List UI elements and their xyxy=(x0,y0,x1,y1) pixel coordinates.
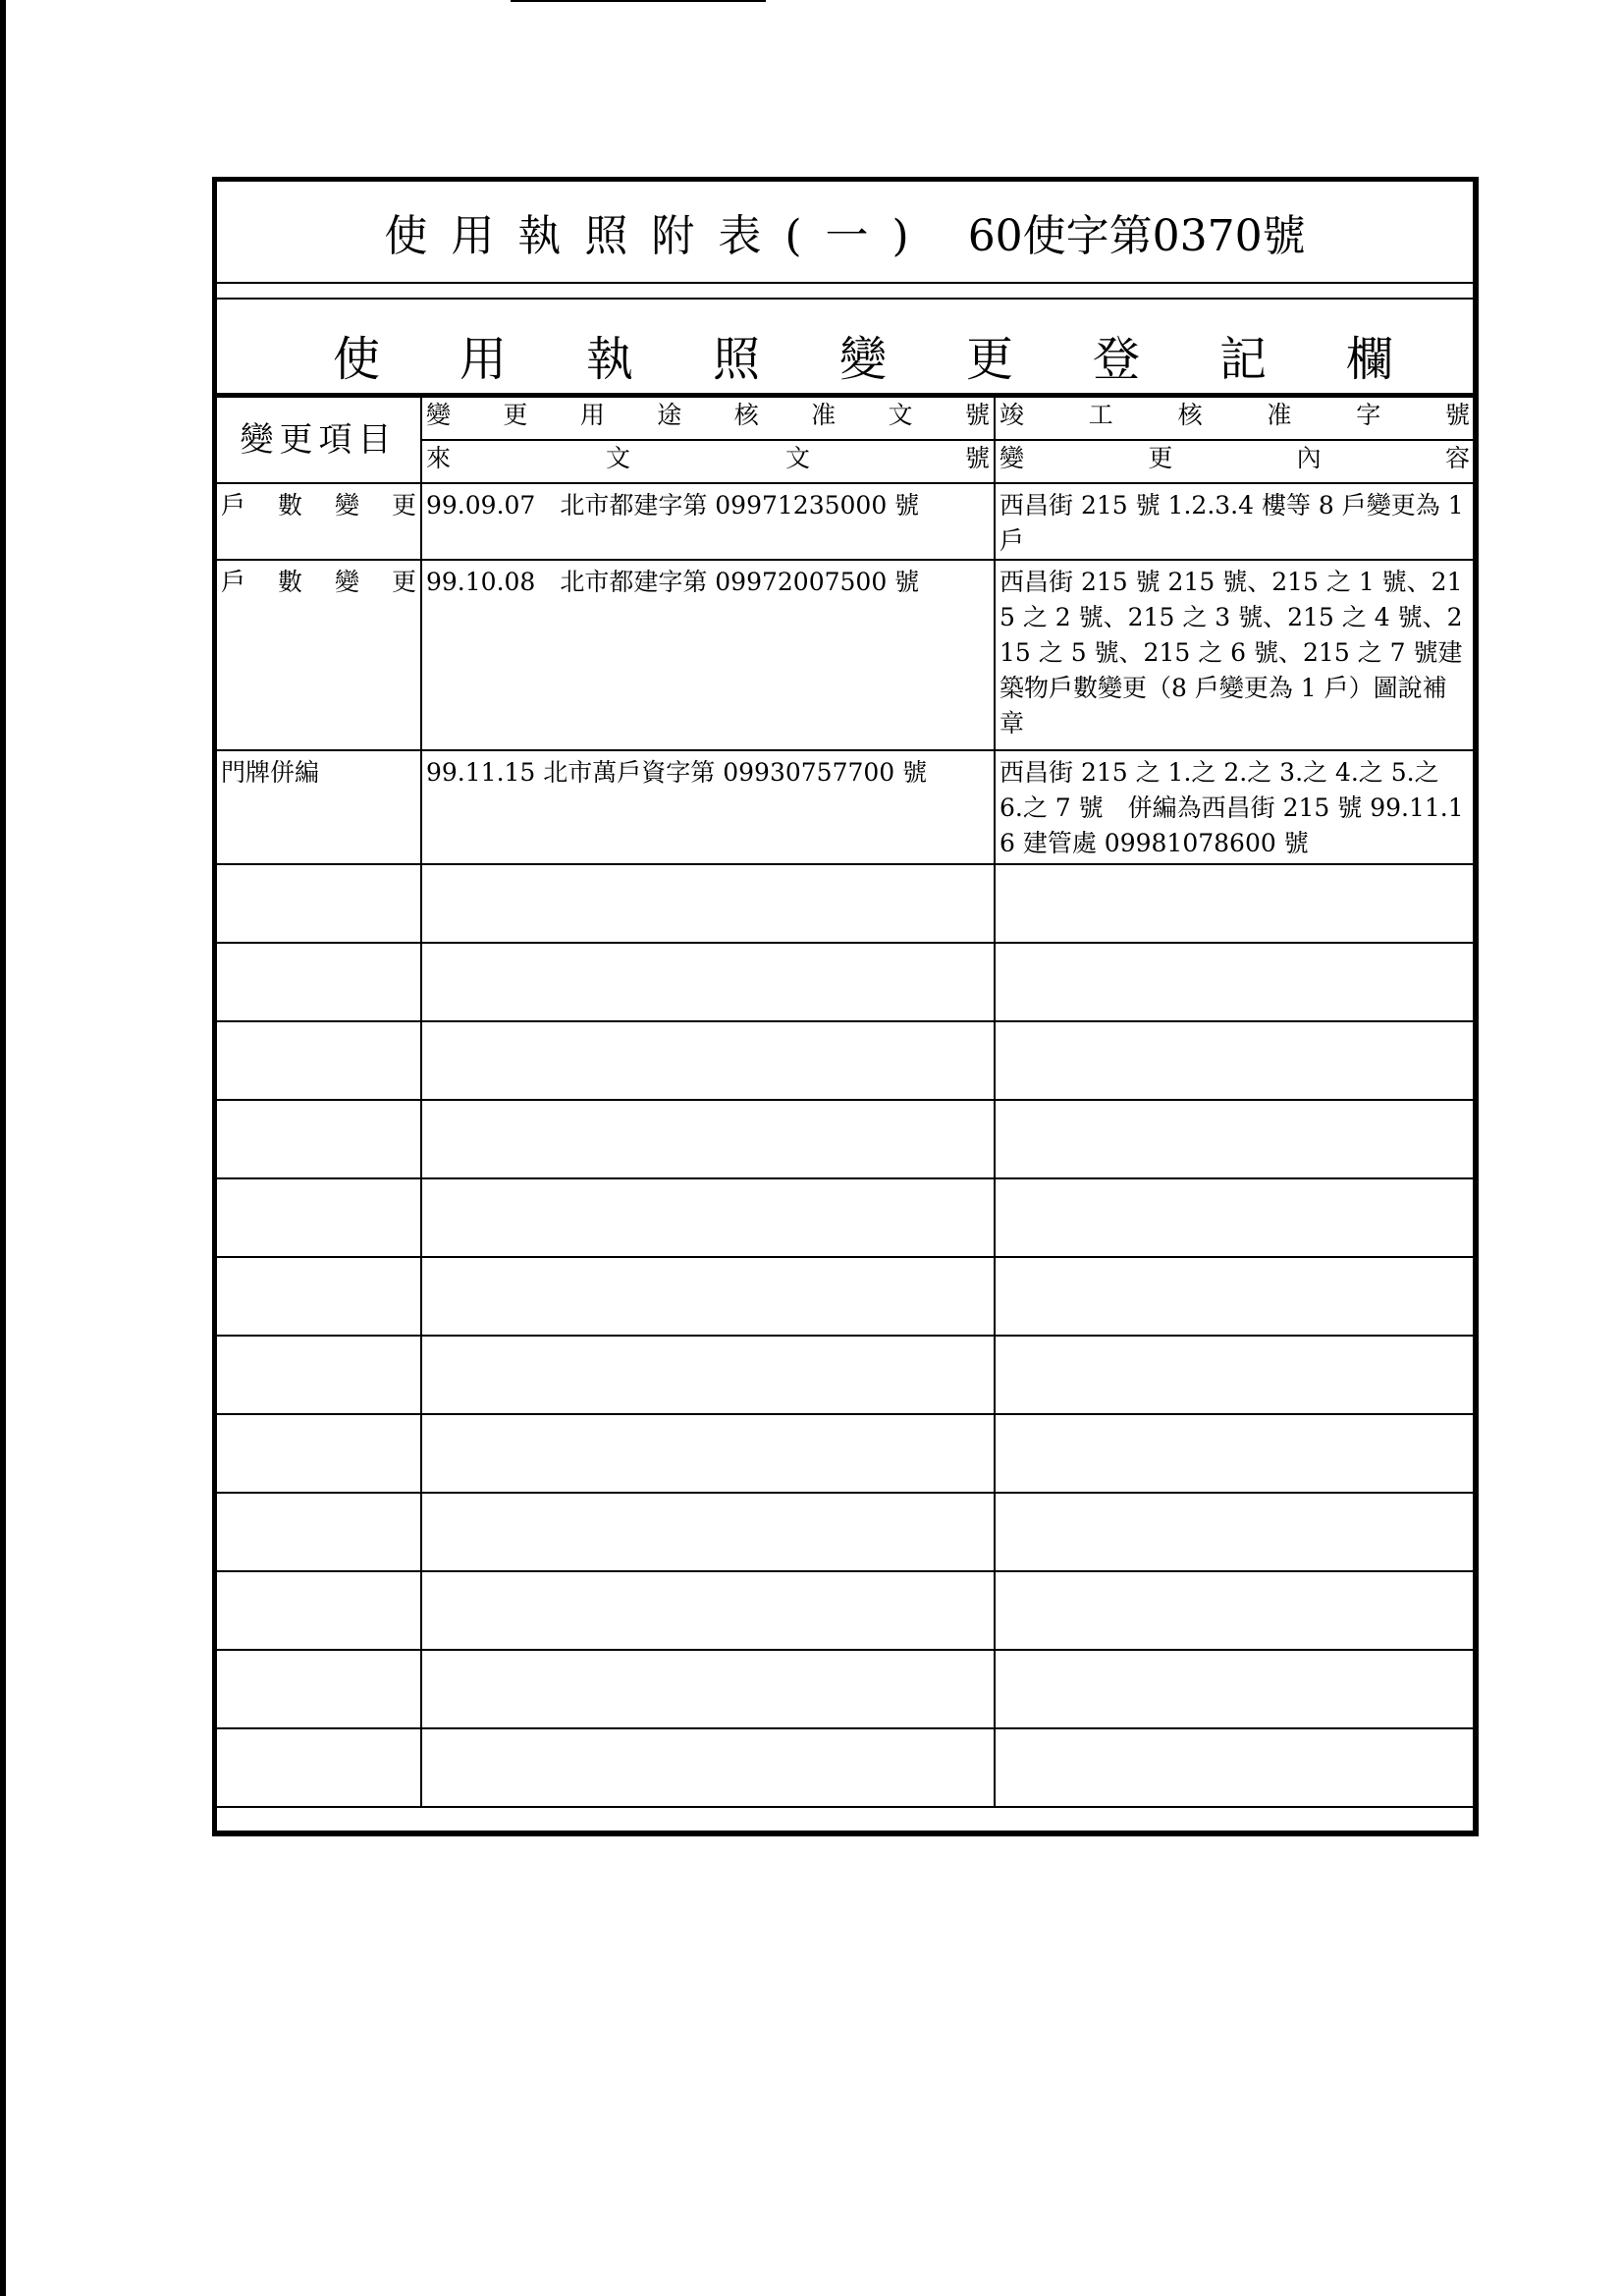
empty-cell xyxy=(217,1650,421,1728)
empty-cell xyxy=(421,1571,995,1650)
header-char: 文 xyxy=(784,444,810,472)
empty-cell xyxy=(217,1100,421,1178)
empty-cell xyxy=(421,943,995,1021)
empty-cell xyxy=(995,1336,1474,1414)
reference-text: 99.10.08 北市都建字第 09972007500 號 xyxy=(426,568,920,596)
header-char: 號 xyxy=(1444,401,1470,429)
change-register-table xyxy=(217,396,1474,1808)
reference-text: 99.11.15 北市萬戶資字第 09930757700 號 xyxy=(426,758,928,787)
change-item-text: 門牌併編 xyxy=(221,758,320,787)
section-title-char: 使 xyxy=(333,332,381,387)
header-char: 核 xyxy=(733,401,759,429)
empty-table-row xyxy=(217,1414,1474,1493)
column-header-item: 變更項目 xyxy=(217,397,421,483)
header-char: 途 xyxy=(657,401,682,429)
empty-cell xyxy=(995,1493,1474,1571)
reference-cell xyxy=(421,483,995,560)
empty-cell xyxy=(995,864,1474,943)
empty-cell xyxy=(995,1178,1474,1257)
header-char: 准 xyxy=(1267,401,1292,429)
header-char: 文 xyxy=(605,444,630,472)
header-char: 用 xyxy=(579,401,605,429)
empty-cell xyxy=(421,864,995,943)
reference-text: 99.09.07 北市都建字第 09971235000 號 xyxy=(426,491,920,519)
empty-table-row xyxy=(217,1178,1474,1257)
column-header-approval xyxy=(421,397,995,440)
change-item-char: 戶 xyxy=(221,491,246,519)
section-title-char: 照 xyxy=(713,332,761,387)
empty-cell xyxy=(421,1728,995,1807)
empty-table-row xyxy=(217,1021,1474,1100)
empty-cell xyxy=(217,1021,421,1100)
section-title-row xyxy=(217,298,1473,396)
change-item-char: 變 xyxy=(334,568,359,596)
empty-cell xyxy=(217,1257,421,1336)
change-item-cell xyxy=(217,483,421,560)
empty-table-row xyxy=(217,1571,1474,1650)
empty-cell xyxy=(421,1257,995,1336)
header-char: 來 xyxy=(426,444,452,472)
empty-cell xyxy=(421,1336,995,1414)
column-header-content xyxy=(995,440,1474,483)
empty-cell xyxy=(217,1493,421,1571)
header-row-1 xyxy=(217,397,1474,440)
content-text: 西昌街 215 號 1.2.3.4 樓等 8 戶變更為 1 戶 xyxy=(1000,491,1464,555)
document-title-row xyxy=(217,182,1473,284)
empty-cell xyxy=(217,1728,421,1807)
header-char: 竣 xyxy=(1000,401,1025,429)
section-title-char: 登 xyxy=(1093,332,1141,387)
change-item-char: 戶 xyxy=(221,568,246,596)
content-text: 西昌街 215 之 1.之 2.之 3.之 4.之 5.之 6.之 7 號 併編為西昌街 215 號 99.11.16 建管處 09981078600 號 xyxy=(1000,758,1464,857)
change-item-char: 更 xyxy=(391,568,416,596)
empty-cell xyxy=(421,1650,995,1728)
document-title: 使用執照附表(一) xyxy=(384,211,933,261)
content-cell xyxy=(995,750,1474,864)
empty-cell xyxy=(995,1571,1474,1650)
change-item-char: 數 xyxy=(277,491,302,519)
reference-cell xyxy=(421,750,995,864)
table-row xyxy=(217,560,1474,750)
empty-cell xyxy=(217,1414,421,1493)
empty-cell xyxy=(995,943,1474,1021)
reference-cell xyxy=(421,560,995,750)
empty-table-row xyxy=(217,1493,1474,1571)
empty-cell xyxy=(217,1336,421,1414)
empty-cell xyxy=(995,1728,1474,1807)
empty-cell xyxy=(217,1178,421,1257)
change-item-cell xyxy=(217,560,421,750)
empty-cell xyxy=(995,1257,1474,1336)
scan-edge xyxy=(0,0,6,2296)
header-char: 內 xyxy=(1296,444,1322,472)
empty-cell xyxy=(421,1021,995,1100)
content-text: 西昌街 215 號 215 號、215 之 1 號、215 之 2 號、215 之 3 號、215 之 4 號、215 之 5 號、215 之 6 號、215 之 7 號建築物戶數變更（8 戶變更為 1 戶）圖說補章 xyxy=(1000,568,1463,738)
section-title-char: 記 xyxy=(1219,332,1268,387)
content-cell xyxy=(995,483,1474,560)
content-cell xyxy=(995,560,1474,750)
empty-cell xyxy=(421,1414,995,1493)
header-char: 更 xyxy=(1148,444,1173,472)
empty-table-row xyxy=(217,1257,1474,1336)
section-title-char: 更 xyxy=(966,332,1014,387)
empty-table-row xyxy=(217,1650,1474,1728)
change-item-cell xyxy=(217,750,421,864)
header-char: 更 xyxy=(503,401,528,429)
header-char: 號 xyxy=(964,401,990,429)
empty-cell xyxy=(217,1571,421,1650)
header-char: 變 xyxy=(426,401,452,429)
change-item-char: 數 xyxy=(277,568,302,596)
empty-cell xyxy=(421,1100,995,1178)
header-char: 變 xyxy=(1000,444,1025,472)
empty-cell xyxy=(995,1021,1474,1100)
header-char: 准 xyxy=(811,401,837,429)
empty-cell xyxy=(995,1100,1474,1178)
header-char: 核 xyxy=(1177,401,1203,429)
section-title-char: 執 xyxy=(586,332,634,387)
header-char: 文 xyxy=(888,401,913,429)
header-char: 容 xyxy=(1444,444,1470,472)
empty-cell xyxy=(995,1414,1474,1493)
empty-table-row xyxy=(217,1336,1474,1414)
empty-table-row xyxy=(217,864,1474,943)
section-title-char: 變 xyxy=(839,332,888,387)
change-item-char: 更 xyxy=(391,491,416,519)
empty-cell xyxy=(217,943,421,1021)
empty-table-row xyxy=(217,1728,1474,1807)
column-header-incoming xyxy=(421,440,995,483)
section-title-char: 欄 xyxy=(1346,332,1394,387)
empty-cell xyxy=(217,864,421,943)
empty-cell xyxy=(421,1493,995,1571)
empty-table-row xyxy=(217,1100,1474,1178)
document-frame xyxy=(212,177,1479,1836)
empty-cell xyxy=(421,1178,995,1257)
empty-table-row xyxy=(217,943,1474,1021)
header-char: 工 xyxy=(1088,401,1113,429)
header-char: 字 xyxy=(1356,401,1381,429)
section-title-char: 用 xyxy=(459,332,508,387)
column-header-completion xyxy=(995,397,1474,440)
license-number: 60使字第0370號 xyxy=(967,211,1306,261)
header-char: 號 xyxy=(964,444,990,472)
table-row xyxy=(217,750,1474,864)
table-row xyxy=(217,483,1474,560)
scan-edge-top xyxy=(511,0,766,2)
empty-cell xyxy=(995,1650,1474,1728)
change-item-char: 變 xyxy=(334,491,359,519)
